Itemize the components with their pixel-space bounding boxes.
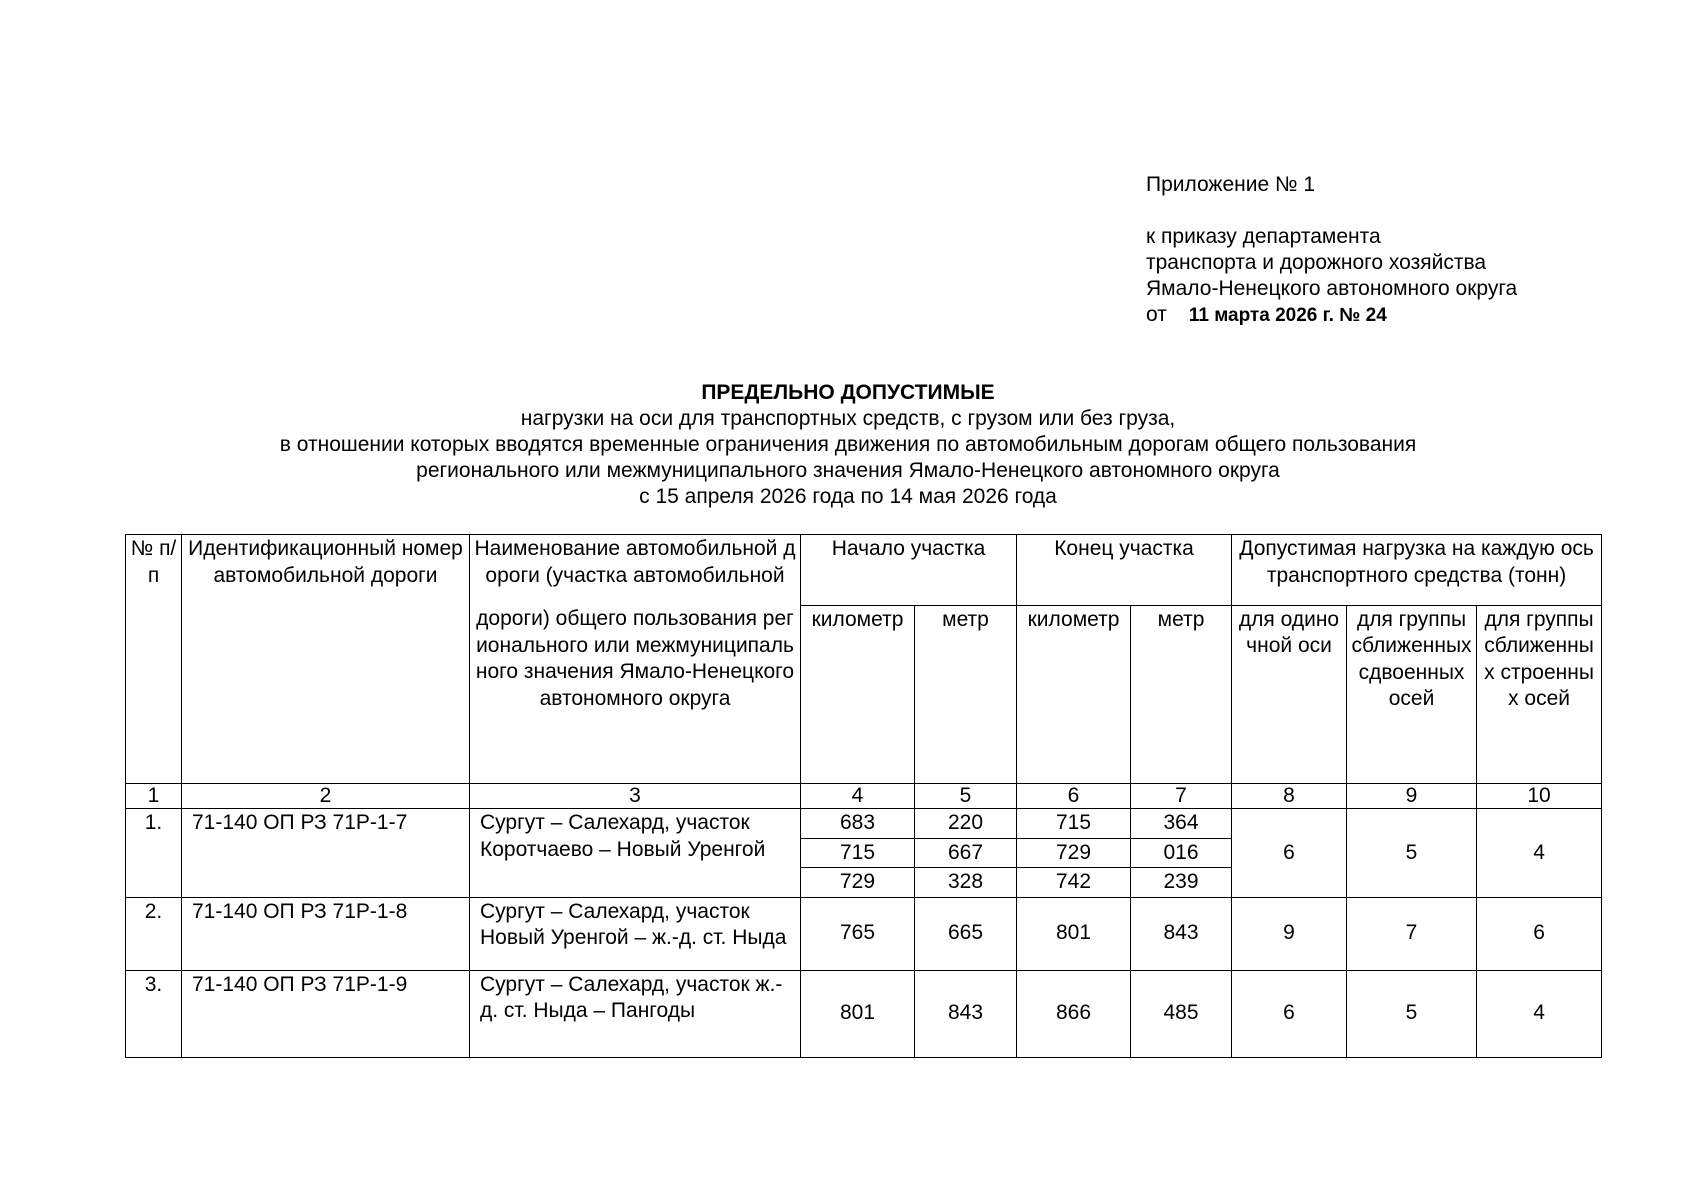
header-num: № п/п	[126, 535, 182, 784]
column-numbers-row	[126, 784, 1602, 809]
road-id: 71-140 ОП РЗ 71Р-1-9	[182, 970, 470, 1057]
column-number: 5	[915, 784, 1017, 809]
start-km: 729	[801, 868, 915, 898]
road-id: 71-140 ОП РЗ 71Р-1-8	[182, 897, 470, 970]
end-m: 843	[1131, 897, 1232, 970]
table-body	[126, 535, 1602, 1058]
start-km: 715	[801, 838, 915, 868]
double-axle-load: 5	[1347, 809, 1477, 898]
double-axle-load: 5	[1347, 970, 1477, 1057]
load-limits-table	[125, 534, 1602, 1058]
start-m: 667	[915, 838, 1017, 868]
column-number: 3	[470, 784, 801, 809]
header-road-name: Наименование автомобильной дороги (участка автомобильной	[470, 535, 801, 606]
end-m: 364	[1131, 809, 1232, 839]
appendix-region-line: Ямало-Ненецкого автономного округа	[1146, 277, 1518, 300]
road-name: Сургут – Салехард, участок Новый Уренгой – ж.-д. ст. Ныда	[470, 897, 801, 970]
appendix-date: 11 марта 2026 г. № 24	[1188, 305, 1387, 326]
appendix-department-line: транспорта и дорожного хозяйства	[1146, 251, 1487, 274]
end-km: 742	[1017, 868, 1131, 898]
column-number: 2	[182, 784, 470, 809]
end-m: 016	[1131, 838, 1232, 868]
single-axle-load: 6	[1232, 970, 1347, 1057]
single-axle-load: 9	[1232, 897, 1347, 970]
single-axle-load: 6	[1232, 809, 1347, 898]
road-name: Сургут – Салехард, участок Коротчаево – Новый Уренгой	[470, 809, 801, 898]
header-start-m: метр	[915, 605, 1017, 784]
row-number: 2.	[126, 897, 182, 970]
column-number: 4	[801, 784, 915, 809]
appendix-number: Приложение № 1	[1146, 173, 1316, 196]
column-number: 9	[1347, 784, 1477, 809]
column-number: 7	[1131, 784, 1232, 809]
table-row	[126, 897, 1602, 970]
header-allowed-load: Допустимая нагрузка на каждую ось транспортного средства (тонн)	[1232, 535, 1602, 606]
title-heading: ПРЕДЕЛЬНО ДОПУСТИМЫЕ	[701, 381, 995, 404]
start-m: 665	[915, 897, 1017, 970]
double-axle-load: 7	[1347, 897, 1477, 970]
end-km: 801	[1017, 897, 1131, 970]
triple-axle-load: 4	[1477, 970, 1602, 1057]
title-line-3: регионального или межмуниципального значения Ямало-Ненецкого автономного округа	[416, 459, 1280, 482]
title-line-2: в отношении которых вводятся временные ограничения движения по автомобильным дорогам общего пользования	[279, 433, 1417, 456]
start-km: 765	[801, 897, 915, 970]
column-number: 1	[126, 784, 182, 809]
end-km: 729	[1017, 838, 1131, 868]
title-line-1: нагрузки на оси для транспортных средств, с грузом или без груза,	[520, 407, 1176, 430]
header-section-start: Начало участка	[801, 535, 1017, 606]
header-road-id: Идентификационный номер автомобильной дороги	[182, 535, 470, 784]
appendix-date-prefix: от	[1146, 303, 1167, 326]
column-number: 8	[1232, 784, 1347, 809]
column-number: 10	[1477, 784, 1602, 809]
header-end-km: километр	[1017, 605, 1131, 784]
end-km: 715	[1017, 809, 1131, 839]
header-road-name-cont: дороги) общего пользования регионального или межмуниципального значения Ямало-Ненецкого автономного округа	[470, 605, 801, 784]
start-km: 683	[801, 809, 915, 839]
header-start-km: километр	[801, 605, 915, 784]
header-row-1	[126, 535, 1602, 606]
start-m: 328	[915, 868, 1017, 898]
appendix-date-line	[1146, 302, 1517, 329]
appendix-order-line: к приказу департамента	[1146, 225, 1381, 248]
end-m: 485	[1131, 970, 1232, 1057]
row-number: 1.	[126, 809, 182, 898]
start-km: 801	[801, 970, 915, 1057]
start-m: 220	[915, 809, 1017, 839]
document-title	[0, 380, 1696, 510]
end-m: 239	[1131, 868, 1232, 898]
table-row	[126, 970, 1602, 1057]
road-id: 71-140 ОП РЗ 71Р-1-7	[182, 809, 470, 898]
triple-axle-load: 4	[1477, 809, 1602, 898]
end-km: 866	[1017, 970, 1131, 1057]
header-single-axle: для одиночной оси	[1232, 605, 1347, 784]
row-number: 3.	[126, 970, 182, 1057]
header-end-m: метр	[1131, 605, 1232, 784]
header-triple-axle-group: для группы сближенных строенных осей	[1477, 605, 1602, 784]
header-double-axle-group: для группы сближенных сдвоенных осей	[1347, 605, 1477, 784]
road-name: Сургут – Салехард, участок ж.-д. ст. Ныда – Пангоды	[470, 970, 801, 1057]
column-number: 6	[1017, 784, 1131, 809]
appendix-block	[1146, 172, 1517, 329]
start-m: 843	[915, 970, 1017, 1057]
header-section-end: Конец участка	[1017, 535, 1232, 606]
title-line-4: с 15 апреля 2026 года по 14 мая 2026 года	[639, 485, 1057, 508]
triple-axle-load: 6	[1477, 897, 1602, 970]
table-row	[126, 809, 1602, 839]
